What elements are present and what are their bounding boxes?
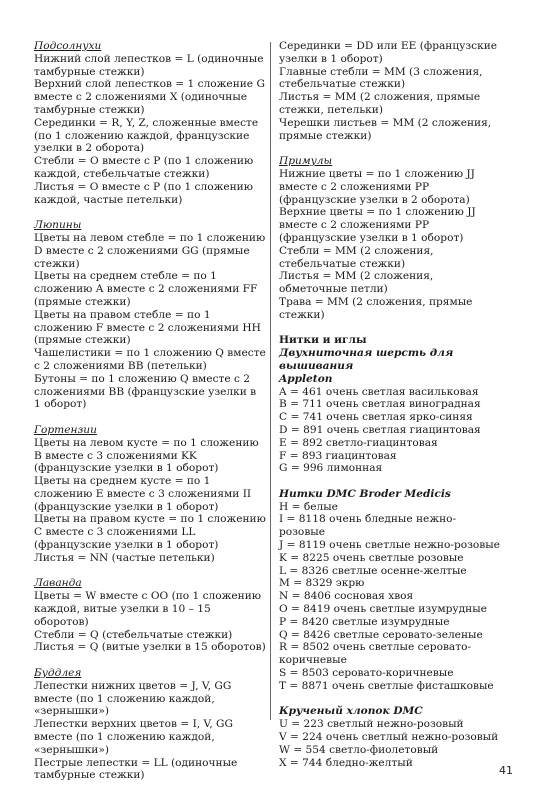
stitch-line: Главные стебли = MM (3 сложения, стебельчатые стежки) xyxy=(279,65,483,91)
threads-title: Нитки и иглы xyxy=(279,334,367,347)
stitch-line: Нижние цветы = по 1 сложению JJ вместе с 2 сложениями PP (французские узелки в 2 оборота) xyxy=(279,167,475,206)
thread-entry: F = 893 гиацинтовая xyxy=(279,449,397,462)
stitch-line: Чашелистики = по 1 сложению Q вместе с 2 сложениями BB (петельки) xyxy=(34,347,266,372)
thread-entry: A = 461 очень светлая васильковая xyxy=(279,385,479,398)
thread-entry: E = 892 светло-гиацинтовая xyxy=(279,436,438,449)
section-heading: Лаванда xyxy=(34,577,82,590)
thread-entry: W = 554 светло-фиолетовый xyxy=(279,743,439,756)
stitch-line: Цветы на среднем стебле = по 1 сложению A вместе с 2 сложениями FF (прямые стежки) xyxy=(34,270,258,308)
section-heading: Подсолнухи xyxy=(34,40,102,52)
stitch-line: Листья = NN (частые петельки) xyxy=(34,551,215,564)
thread-entry: C = 741 очень светлая ярко-синяя xyxy=(279,411,473,424)
section-heading: Люпины xyxy=(34,219,82,232)
thread-entry: M = 8329 экрю xyxy=(279,577,365,590)
dmc-section xyxy=(279,488,501,693)
stitch-line: Нижний слой лепестков = L (одиночные тамбурные стежки) xyxy=(34,52,264,78)
stitch-line: Серединки = DD или EE (французские узелки в 1 оборот) xyxy=(279,40,498,65)
thread-entry: R = 8502 очень светлые серовато-коричневые xyxy=(279,641,472,667)
section xyxy=(34,577,266,654)
thread-entry: S = 8503 серовато-коричневые xyxy=(279,667,454,680)
stitch-line: Верхний слой лепестков = 1 сложение G вместе с 2 сложениями X (одиночные тамбурные стежки) xyxy=(34,78,265,116)
stitch-line: Черешки листьев = MM (2 сложения, прямые стежки) xyxy=(279,116,492,142)
thread-entry: H = белые xyxy=(279,500,338,513)
right-column xyxy=(279,40,501,769)
dmc-heading: Нитки DMC Broder Medicis xyxy=(279,487,451,500)
stitch-line: Бутоны = по 1 сложению Q вместе с 2 сложениями BB (французские узелки в 1 оборот) xyxy=(34,372,257,411)
thread-entry: U = 223 светлый нежно-розовый xyxy=(279,718,464,731)
section xyxy=(34,219,266,411)
stitch-line: Листья = O вместе с P (по 1 сложению каждой, частые петельки) xyxy=(34,180,253,206)
thread-entry: X = 744 бледно-желтый xyxy=(279,756,413,769)
stitch-line: Стебли = O вместе с P (по 1 сложению каждой, стебельчатые стежки) xyxy=(34,155,254,180)
section xyxy=(34,40,266,206)
stitch-line: Листья = MM (2 сложения, обметочные петли) xyxy=(279,270,434,296)
stitch-line: Листья = MM (2 сложения, прямые стежки, петельки) xyxy=(279,91,481,116)
stitch-line: Пестрые лепестки = LL (одиночные тамбурные стежки) xyxy=(34,756,238,782)
stitch-line: Стебли = Q (стебельчатые стежки) xyxy=(34,628,233,641)
thread-entry: O = 8419 очень светлые изумрудные xyxy=(279,603,487,616)
stitch-line: Верхние цветы = по 1 сложению JJ вместе с 2 сложениями PP (французские узелки в 1 оборот) xyxy=(279,206,476,244)
section-heading: Буддлея xyxy=(34,667,82,680)
stitch-line: Серединки = R, Y, Z, сложенные вместе (по 1 сложению каждой, французские узелки в 2 оборота) xyxy=(34,116,259,155)
stitch-line: Цветы на левом кусте = по 1 сложению В вместе с 3 сложениями KK (французские узелки в 1 оборот) xyxy=(34,436,259,475)
thread-entry: J = 8119 очень светлые нежно-розовые xyxy=(279,539,500,552)
thread-entry: T = 8871 очень светлые фисташковые xyxy=(279,679,494,692)
thread-entry: B = 711 очень светлая виноградная xyxy=(279,398,481,411)
thread-entry: I = 8118 очень бледные нежно-розовые xyxy=(279,513,457,539)
thread-entry: N = 8406 сосновая хвоя xyxy=(279,590,414,603)
stitch-line: Лепестки нижних цветов = J, V, GG вместе (по 1 сложению каждой, «зернышки») xyxy=(34,679,232,718)
section xyxy=(279,40,501,142)
thread-entry: K = 8225 очень светлые розовые xyxy=(279,551,464,564)
stitch-line: Стебли = MM (2 сложения, стебельчатые стежки) xyxy=(279,244,434,270)
stitch-line: Трава = MM (2 сложения, прямые стежки) xyxy=(279,295,473,321)
stitch-line: Цветы = W вместе с OO (по 1 сложению каждой, витые узелки в 10 – 15 оборотов) xyxy=(34,590,262,628)
stitch-line: Цветы на правом кусте = по 1 сложению С вместе с 3 сложениями LL (французские узелки в 1 оборот) xyxy=(34,513,266,552)
thread-entry: G = 996 лимонная xyxy=(279,462,383,475)
column-divider xyxy=(270,42,271,720)
section xyxy=(279,155,501,321)
cotton-section xyxy=(279,705,501,769)
thread-entry: L = 8326 светлые осенне-желтые xyxy=(279,564,467,577)
stitch-line: Лепестки верхних цветов = I, V, GG вместе (по 1 сложению каждой, «зернышки») xyxy=(34,718,233,756)
stitch-line: Цветы на среднем кусте = по 1 сложению E вместе с 3 сложениями II (французские узелки в 1 оборот) xyxy=(34,475,252,513)
threads-brand: Appleton xyxy=(279,372,333,385)
thread-entry: D = 891 очень светлая гиацинтовая xyxy=(279,423,481,436)
section-heading: Примулы xyxy=(279,155,333,168)
section xyxy=(34,667,266,782)
stitch-line: Цветы на правом стебле = по 1 сложению F вместе с 2 сложениями HH (прямые стежки) xyxy=(34,308,261,347)
stitch-line: Листья = Q (витые узелки в 15 оборотов) xyxy=(34,641,266,654)
cotton-heading: Крученый хлопок DMC xyxy=(279,705,423,718)
stitch-line: Цветы на левом стебле = по 1 сложению D вместе с 2 сложениями GG (прямые стежки) xyxy=(34,231,266,270)
thread-entry: P = 8420 светлые изумрудные xyxy=(279,615,450,628)
threads-subtitle: Двухниточная шерсть для вышивания xyxy=(279,347,454,372)
section-heading: Гортензии xyxy=(34,423,97,436)
left-column xyxy=(34,40,266,795)
thread-entry: V = 224 очень светлый нежно-розовый xyxy=(279,731,499,744)
page-number: 41 xyxy=(499,764,513,777)
thread-entry: Q = 8426 светлые серовато-зеленые xyxy=(279,628,483,641)
section xyxy=(34,424,266,565)
threads-section xyxy=(279,334,501,475)
